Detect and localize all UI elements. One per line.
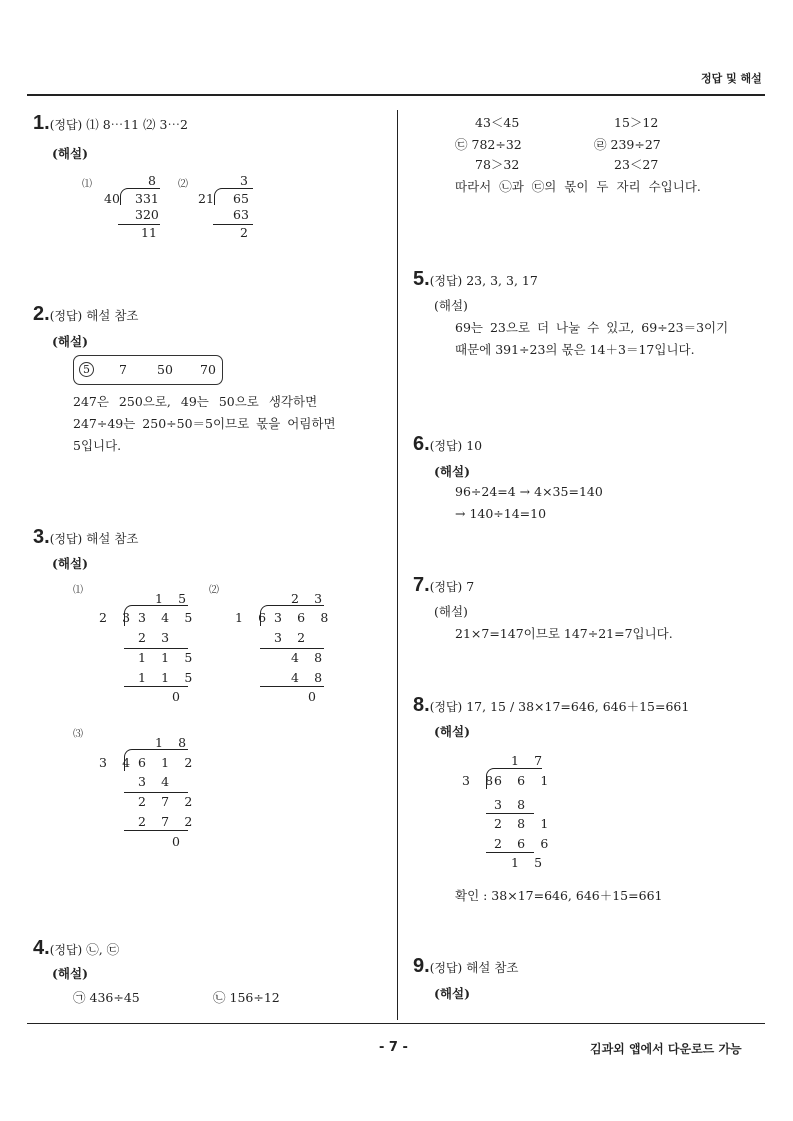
question-4 [33,937,119,960]
divisor: 3 4 [99,755,136,770]
explanation-tag: (해설) [52,334,88,349]
label-1-2: ⑵ [178,179,188,190]
page-number: - 7 - [379,1040,408,1055]
remainder: 11 [141,225,157,240]
question-5 [413,268,538,291]
answer-text: 10 [466,438,483,453]
choice-expr: 436÷45 [89,990,140,1005]
question-number: 6. [413,433,430,455]
choice-mark: ㉢ [455,137,468,152]
comparison: 15＞12 [614,115,659,130]
answer-text: 7 [466,579,475,594]
explanation-line: 96÷24=4 → 4×35=140 [455,484,603,499]
choice-mark: ㉠ [73,990,86,1005]
explanation-tag: (해설) [434,604,468,619]
header-rule [27,94,765,96]
explanation-line: 69는 23으로 더 나눌 수 있고, 69÷23＝3이기 [455,320,729,335]
question-number: 4. [33,937,50,959]
explanation-tag: (해설) [52,966,88,981]
partial: 4 8 [291,650,328,665]
quotient: 3 [240,173,248,188]
footer-rule [27,1023,765,1024]
subtrahend: 320 [135,207,159,222]
answer-tag: (정답) [429,700,463,714]
subtrahend: 1 1 5 [138,670,198,685]
explanation-line: 21×7=147이므로 147÷21=7입니다. [455,626,673,641]
question-number: 2. [33,303,50,325]
remainder: 0 [308,689,316,704]
answer-tag: (정답) [429,580,463,594]
dividend: 3 6 8 [274,610,334,625]
question-number: 7. [413,574,430,596]
answer-tag: (정답) [429,439,463,453]
explanation-tag: (해설) [434,464,470,479]
subtrahend: 2 3 [138,630,175,645]
question-number: 5. [413,268,430,290]
column-divider [397,110,398,1020]
question-7 [413,574,474,597]
quotient: 1 5 [155,591,192,606]
question-2 [33,303,139,326]
subtrahend: 4 8 [291,670,328,685]
box-value: 7 [119,362,127,377]
question-number: 8. [413,694,430,716]
partial: 2 8 1 [494,816,554,831]
subtraction-line [124,648,188,649]
circled-number: 5 [79,361,94,377]
choice-item [73,988,140,1006]
remainder: 2 [240,225,248,240]
partial: 1 1 5 [138,650,198,665]
choice-expr: 156÷12 [229,990,280,1005]
question-1 [33,112,188,135]
subtrahend: 3 4 [138,774,175,789]
answer-tag: (정답) [49,309,83,323]
choice-item [455,135,522,153]
divisor: 2 3 [99,610,136,625]
dividend: 65 [233,191,249,206]
conclusion: 따라서 ㉡과 ㉢의 몫이 두 자리 수입니다. [455,179,701,194]
answer-tag: (정답) [429,961,463,975]
explanation-tag: (해설) [434,986,470,1001]
subtrahend: 63 [233,207,249,222]
question-8 [413,694,689,717]
answer-text: 해설 참조 [466,960,519,975]
partial: 2 7 2 [138,794,198,809]
subtraction-line [260,686,324,687]
dividend: 331 [135,191,159,206]
question-number: 9. [413,955,430,977]
box-value: 50 [157,362,173,377]
question-3 [33,526,139,549]
question-9 [413,955,519,978]
explanation-line: → 140÷14=10 [455,506,547,521]
label-1-1: ⑴ [82,179,92,190]
remainder: 0 [172,834,180,849]
answer-text: ⑴ 8⋯11 ⑵ 3⋯2 [86,117,188,132]
dividend: 3 4 5 [138,610,198,625]
box-value: 70 [200,362,216,377]
explanation-line: 5입니다. [73,438,122,453]
quotient: 2 3 [291,591,328,606]
divisor: 40 [104,191,120,206]
label-3-1: ⑴ [73,585,83,596]
answer-tag: (정답) [429,274,463,288]
remainder: 0 [172,689,180,704]
choice-item [594,135,661,153]
divisor: 1 6 [235,610,272,625]
choice-mark: ㉡ [213,990,226,1005]
divisor: 21 [198,191,214,206]
choice-expr: 782÷32 [471,137,522,152]
explanation-line: 247은 250으로, 49는 50으로 생각하면 [73,394,318,409]
subtraction-line [124,686,188,687]
quotient: 1 8 [155,735,192,750]
choice-expr: 239÷27 [610,137,661,152]
subtrahend: 2 7 2 [138,814,198,829]
subtraction-line [124,792,188,793]
question-number: 3. [33,526,50,548]
choice-item [213,988,280,1006]
footer-promo: 김과외 앱에서 다운로드 가능 [590,1042,742,1056]
subtraction-line [486,813,534,814]
subtraction-line [486,852,534,853]
subtraction-line [260,648,324,649]
explanation-tag: (해설) [52,146,88,161]
remainder: 1 5 [511,855,548,870]
answer-tag: (정답) [49,532,83,546]
explanation-line: 247÷49는 250÷50＝5이므로 몫을 어림하면 [73,416,336,431]
answer-tag: (정답) [49,118,83,132]
explanation-line: 때문에 391÷23의 몫은 14＋3＝17입니다. [455,342,695,357]
answer-text: 해설 참조 [86,308,139,323]
label-3-3: ⑶ [73,729,83,740]
subtrahend: 3 8 [494,797,531,812]
dividend: 6 6 1 [494,773,554,788]
comparison: 23＜27 [614,157,659,172]
answer-text: ㉡, ㉢ [86,942,120,957]
comparison: 78＞32 [475,157,520,172]
check-line: 확인 : 38×17=646, 646＋15=661 [455,888,663,903]
answer-text: 23, 3, 3, 17 [466,273,538,288]
divisor: 3 8 [462,773,499,788]
question-6 [413,433,482,456]
answer-tag: (정답) [49,943,83,957]
dividend: 6 1 2 [138,755,198,770]
comparison: 43＜45 [475,115,520,130]
explanation-tag: (해설) [52,556,88,571]
explanation-tag: (해설) [434,724,470,739]
question-number: 1. [33,112,50,134]
subtrahend: 2 6 6 [494,836,554,851]
quotient: 1 7 [511,753,548,768]
subtrahend: 3 2 [274,630,311,645]
quotient: 8 [148,173,156,188]
header-title: 정답 및 해설 [701,72,762,85]
label-3-2: ⑵ [209,585,219,596]
answer-text: 17, 15 / 38×17=646, 646＋15=661 [466,699,690,714]
explanation-tag: (해설) [434,298,468,313]
subtraction-line [124,830,188,831]
choice-mark: ㉣ [594,137,607,152]
answer-text: 해설 참조 [86,531,139,546]
